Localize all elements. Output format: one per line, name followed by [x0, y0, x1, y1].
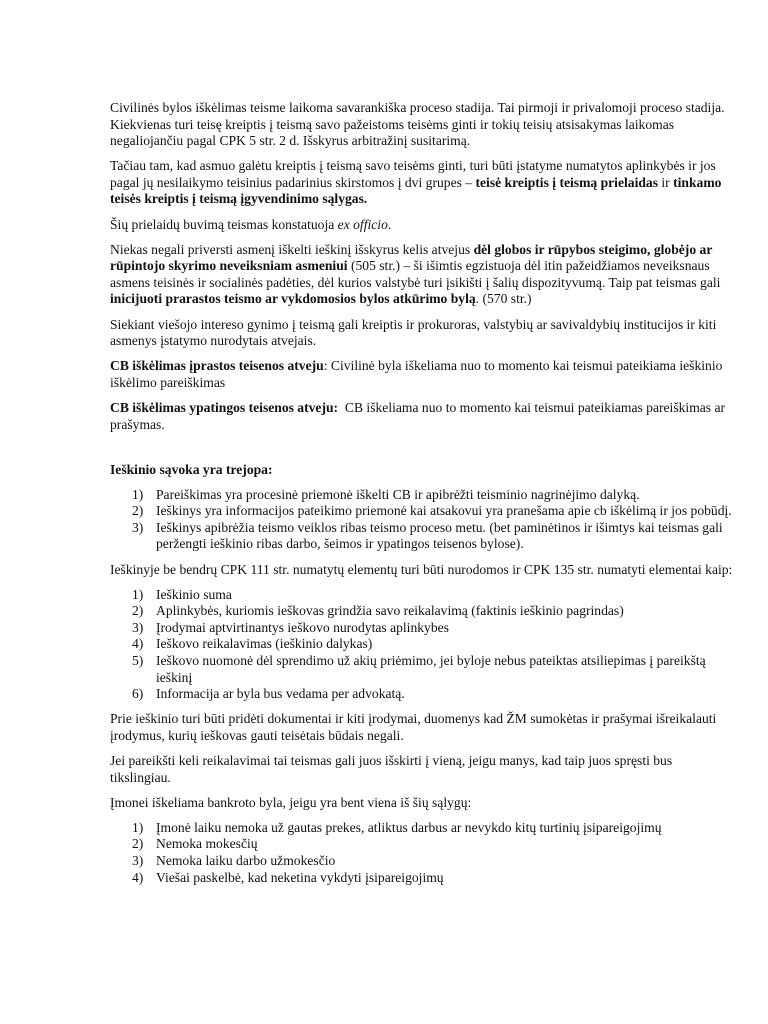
list-item-text: Pareiškimas yra procesinė priemonė iškelti CB ir apibrėžti teisminio nagrinėjimo dalyką. — [156, 486, 640, 502]
list-item-number: 3) — [132, 519, 144, 535]
bold-term: CB iškėlimas įprastos teisenos atveju — [110, 358, 324, 374]
bold-term: tinkamo teisės kreiptis į teismą įgyvendinimo sąlygas. — [110, 174, 722, 207]
list-item — [110, 503, 736, 520]
document-body — [110, 100, 736, 895]
list-item-number: 1) — [132, 486, 144, 502]
text-run: (505 str.) – ši išimtis egzistuoja dėl itin pažeidžiamos neveiksnaus asmens teisinės ir socialinės padėties, dėl kurios valstybė turi įsikišti į šalių dispozityvumą. Taip pat teismas gali — [110, 258, 721, 290]
paragraph-exceptions — [110, 242, 736, 308]
list-item — [110, 520, 736, 553]
list-item-number: 1) — [132, 819, 144, 835]
list-item-text: Ieškinio suma — [156, 586, 232, 602]
list-item-number: 3) — [132, 852, 144, 868]
bold-term: CB iškėlimas ypatingos teisenos atveju: — [110, 399, 339, 415]
list-item-text: Nemoka laiku darbo užmokesčio — [156, 852, 336, 868]
list-item-number: 3) — [132, 619, 144, 635]
heading-text: Ieškinio sąvoka yra trejopa: — [110, 461, 273, 477]
text-run: Šių prielaidų buvimą teismas konstatuoja — [110, 216, 338, 232]
list-item-text: Informacija ar byla bus vedama per advokatą. — [156, 686, 405, 702]
paragraph-multiple-claims: Jei pareikšti keli reikalavimai tai teismas gali juos išskirti į vieną, jeigu manys, kad taip juos spręsti bus tikslingiau. — [110, 753, 673, 785]
list-item-number: 1) — [132, 586, 144, 602]
bold-term: teisė kreiptis į teismą prielaidas — [475, 174, 658, 190]
list-item-number: 2) — [132, 503, 144, 519]
list-item-text: Ieškovo nuomonė dėl sprendimo už akių priėmimo, jei byloje nebus pateiktas atsiliepimas į pareikštą ieškinį — [156, 653, 706, 685]
list-item-number: 5) — [132, 653, 144, 669]
paragraph-attachments: Prie ieškinio turi būti pridėti dokumentai ir kiti įrodymai, duomenys kad ŽM sumokėtas ir prašymai išreikalauti įrodymus, kurių ieškovas gauti teisėtais būdais negali. — [110, 711, 717, 743]
list-item — [110, 620, 736, 637]
paragraph-ordinary-proceedings — [110, 358, 736, 391]
list-item — [110, 603, 736, 620]
paragraph-intro: Civilinės bylos iškėlimas teisme laikoma savarankiška proceso stadija. Tai pirmoji ir privalomoji proceso stadija. Kiekvienas turi teisę kreiptis į teismą savo pažeistoms teisėms ginti ir tokių teisių atsisakymas laikomas negaliojančiu pagal CPK 5 str. 2 d. Išskyrus arbitražinį susitarimą. — [110, 100, 725, 149]
text-run: . (570 str.) — [475, 291, 532, 307]
text-run: Tačiau tam, kad asmuo galėtu kreiptis į teismą savo teisėms ginti, turi būti įstatyme numatytos aplinkybės ir jos pagal jų nesilaikymo teisinius padarinius skirstomos į dvi grupes – — [110, 158, 716, 190]
list-item-number: 4) — [132, 636, 144, 652]
bold-term: dėl globos ir rūpybos steigimo, globėjo ar rūpintojo skyrimo neveiksniam asmeniui — [110, 241, 713, 274]
list-item-text: Ieškovo reikalavimas (ieškinio dalykas) — [156, 636, 373, 652]
list-item-text: Aplinkybės, kuriomis ieškovas grindžia savo reikalavimą (faktinis ieškinio pagrindas) — [156, 603, 624, 619]
list-item-number: 2) — [132, 603, 144, 619]
list-item-text: Ieškinys apibrėžia teismo veiklos ribas teismo proceso metu. (bet paminėtinos ir išimtys kai teismas gali peržengti ieškinio ribas darbo, šeimos ir ypatingos teisenos bylose). — [156, 519, 723, 552]
list-bankruptcy-conditions — [110, 820, 736, 886]
paragraph-public-interest: Siekiant viešojo intereso gynimo į teismą gali kreiptis ir prokuroras, valstybių ar savivaldybių institucijos ir kiti asmenys įstatymo nurodytais atvejais. — [110, 316, 717, 349]
list-item-text: Ieškinys yra informacijos pateikimo priemonė kai atsakovui yra pranešama apie cb iškėlimą ir jos pobūdį. — [156, 503, 732, 519]
text-run: ir — [658, 174, 674, 190]
text-run: : Civilinė byla iškeliama nuo to momento kai teismui pateikiama ieškinio iškėlimo pareiškimas — [110, 358, 723, 390]
list-item — [110, 870, 736, 887]
list-item — [110, 820, 736, 837]
bold-term: inicijuoti prarastos teismo ar vykdomosios bylos atkūrimo bylą — [110, 291, 476, 307]
text-run: CB iškeliama nuo to momento kai teismui pateikiamas pareiškimas ar prašymas. — [110, 399, 729, 432]
list-item-text: Įmonė laiku nemoka už gautas prekes, atliktus darbus ar nevykdo kitų turtinių įsipareigojimų — [156, 819, 662, 835]
list-item — [110, 653, 736, 686]
list-item-text: Viešai paskelbė, kad neketina vykdyti įsipareigojimų — [156, 869, 444, 885]
list-item-number: 6) — [132, 686, 144, 702]
paragraph-claim-elements: Ieškinyje be bendrų CPK 111 str. numatytų elementų turi būti nurodomos ir CPK 135 str. numatyti elementai kaip: — [110, 561, 733, 577]
list-item-number: 2) — [132, 836, 144, 852]
list-item — [110, 836, 736, 853]
list-item-text: Įrodymai aptvirtinantys ieškovo nurodytas aplinkybes — [156, 619, 449, 635]
heading-claim-concept — [110, 462, 736, 479]
paragraph-ex-officio — [110, 217, 736, 234]
list-item-text: Nemoka mokesčių — [156, 836, 258, 852]
text-run: Niekas negali priversti asmenį iškelti ieškinį išskyrus kelis atvejus — [110, 241, 474, 257]
italic-term: ex officio — [337, 216, 388, 232]
list-item — [110, 587, 736, 604]
list-claim-concept — [110, 487, 736, 553]
list-item — [110, 487, 736, 504]
list-item-number: 4) — [132, 869, 144, 885]
list-claim-elements — [110, 587, 736, 703]
paragraph-bankruptcy: Įmonei iškeliama bankroto byla, jeigu yra bent viena iš šių sąlygų: — [110, 794, 472, 810]
paragraph-special-proceedings — [110, 400, 736, 433]
text-run: . — [387, 216, 392, 232]
list-item — [110, 853, 736, 870]
paragraph-conditions — [110, 158, 736, 208]
spacer — [110, 442, 736, 462]
list-item — [110, 686, 736, 703]
list-item — [110, 636, 736, 653]
